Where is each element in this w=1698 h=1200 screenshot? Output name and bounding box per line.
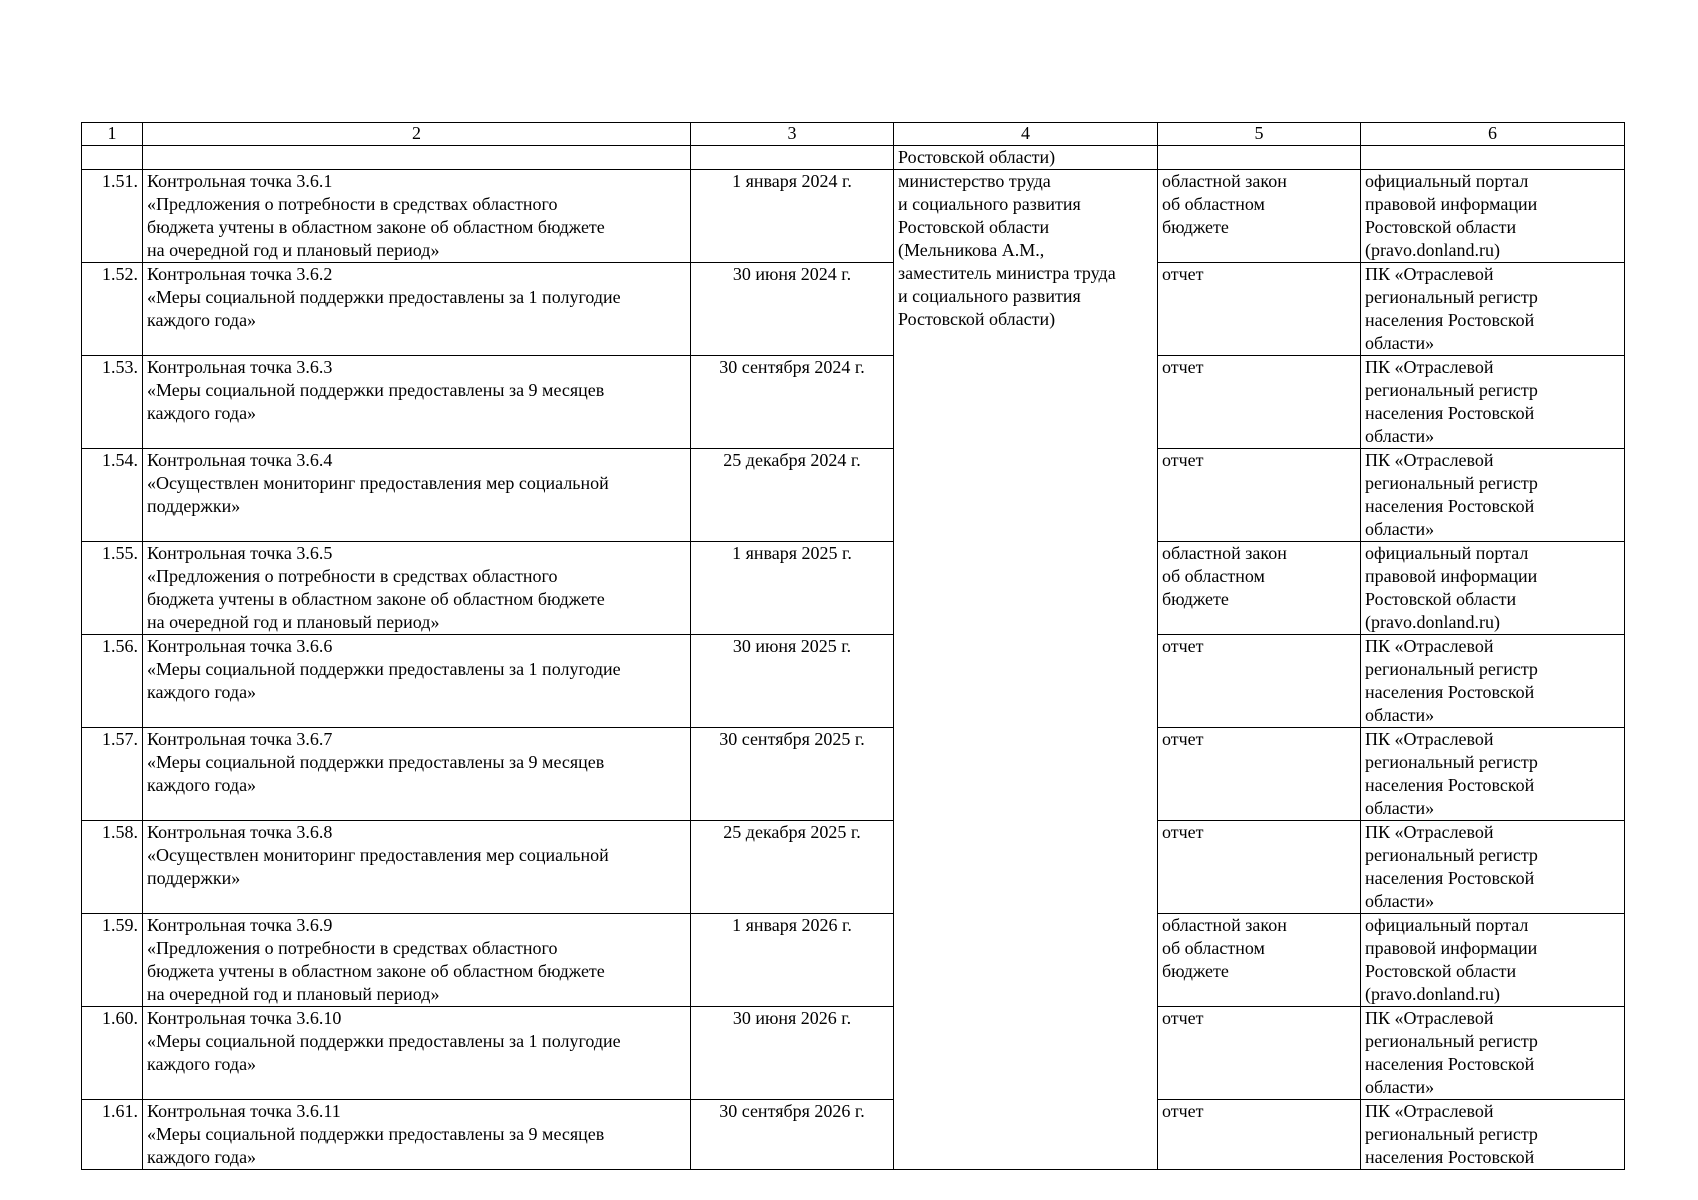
control-point-cell bbox=[143, 728, 691, 821]
control-point-title: Контрольная точка 3.6.7 bbox=[147, 729, 333, 749]
document-type-cell bbox=[1158, 542, 1361, 635]
due-date-cell: 30 июня 2026 г. bbox=[691, 1007, 894, 1100]
table-row bbox=[82, 170, 1625, 263]
control-point-description-line: бюджета учтены в областном законе об областном бюджете bbox=[147, 961, 605, 981]
control-point-title: Контрольная точка 3.6.2 bbox=[147, 264, 333, 284]
information-source-line: официальный портал bbox=[1365, 915, 1529, 935]
information-source-line: населения Ростовской bbox=[1365, 682, 1535, 702]
control-point-cell bbox=[143, 914, 691, 1007]
information-source-cell bbox=[1361, 356, 1625, 449]
due-date-cell: 1 января 2026 г. bbox=[691, 914, 894, 1007]
control-point-description-line: на очередной год и плановый период» bbox=[147, 240, 440, 260]
control-point-description-line: на очередной год и плановый период» bbox=[147, 984, 440, 1004]
control-point-description-line: «Предложения о потребности в средствах областного bbox=[147, 194, 558, 214]
column-number-header bbox=[82, 123, 1625, 146]
empty-cell bbox=[82, 146, 143, 170]
row-number-cell: 1.59. bbox=[82, 914, 143, 1007]
control-point-cell bbox=[143, 170, 691, 263]
information-source-cell bbox=[1361, 914, 1625, 1007]
due-date-cell: 25 декабря 2025 г. bbox=[691, 821, 894, 914]
control-point-description-line: «Меры социальной поддержки предоставлены за 9 месяцев bbox=[147, 752, 605, 772]
document-type-line: областной закон bbox=[1162, 543, 1287, 563]
control-point-description-line: «Предложения о потребности в средствах областного bbox=[147, 566, 558, 586]
information-source-cell bbox=[1361, 542, 1625, 635]
information-source-line: правовой информации bbox=[1365, 194, 1538, 214]
responsible-line: Ростовской области bbox=[898, 217, 1050, 237]
column-header: 6 bbox=[1361, 123, 1625, 146]
control-point-cell bbox=[143, 635, 691, 728]
control-point-description-line: «Меры социальной поддержки предоставлены за 9 месяцев bbox=[147, 380, 605, 400]
due-date-cell: 30 сентября 2026 г. bbox=[691, 1100, 894, 1170]
responsible-line: заместитель министра труда bbox=[898, 263, 1116, 283]
information-source-cell bbox=[1361, 1100, 1625, 1170]
empty-cell bbox=[691, 146, 894, 170]
control-point-description-line: «Меры социальной поддержки предоставлены за 1 полугодие bbox=[147, 1031, 621, 1051]
row-number-cell: 1.60. bbox=[82, 1007, 143, 1100]
control-point-description-line: поддержки» bbox=[147, 868, 241, 888]
table-row bbox=[82, 356, 1625, 449]
document-type-line: бюджете bbox=[1162, 589, 1229, 609]
control-point-description-line: «Осуществлен мониторинг предоставления мер социальной bbox=[147, 473, 609, 493]
information-source-line: правовой информации bbox=[1365, 566, 1538, 586]
document-type-cell bbox=[1158, 635, 1361, 728]
information-source-line: ПК «Отраслевой bbox=[1365, 1008, 1494, 1028]
control-point-title: Контрольная точка 3.6.4 bbox=[147, 450, 333, 470]
information-source-line: (pravo.donland.ru) bbox=[1365, 984, 1500, 1004]
due-date-cell: 30 июня 2025 г. bbox=[691, 635, 894, 728]
document-type-line: отчет bbox=[1162, 264, 1204, 284]
information-source-line: населения Ростовской bbox=[1365, 403, 1535, 423]
information-source-line: области» bbox=[1365, 333, 1435, 353]
information-source-cell bbox=[1361, 263, 1625, 356]
control-point-cell bbox=[143, 356, 691, 449]
document-type-cell bbox=[1158, 914, 1361, 1007]
empty-cell bbox=[1361, 146, 1625, 170]
table-row bbox=[82, 1100, 1625, 1170]
information-source-line: региональный регистр bbox=[1365, 659, 1538, 679]
document-type-cell bbox=[1158, 1100, 1361, 1170]
information-source-line: региональный регистр bbox=[1365, 752, 1538, 772]
information-source-line: Ростовской области bbox=[1365, 589, 1517, 609]
document-type-line: отчет bbox=[1162, 822, 1204, 842]
table-row bbox=[82, 1007, 1625, 1100]
control-point-title: Контрольная точка 3.6.3 bbox=[147, 357, 333, 377]
control-point-title: Контрольная точка 3.6.5 bbox=[147, 543, 333, 563]
information-source-cell bbox=[1361, 1007, 1625, 1100]
information-source-line: ПК «Отраслевой bbox=[1365, 729, 1494, 749]
information-source-cell bbox=[1361, 170, 1625, 263]
control-point-description-line: «Осуществлен мониторинг предоставления мер социальной bbox=[147, 845, 609, 865]
control-point-title: Контрольная точка 3.6.8 bbox=[147, 822, 333, 842]
responsible-line: и социального развития bbox=[898, 194, 1081, 214]
information-source-line: региональный регистр bbox=[1365, 1031, 1538, 1051]
information-source-line: области» bbox=[1365, 519, 1435, 539]
control-points-table bbox=[81, 122, 1625, 1170]
row-number-cell: 1.51. bbox=[82, 170, 143, 263]
information-source-line: населения Ростовской bbox=[1365, 868, 1535, 888]
column-header: 2 bbox=[143, 123, 691, 146]
information-source-line: Ростовской области bbox=[1365, 217, 1517, 237]
responsible-line: (Мельникова А.М., bbox=[898, 240, 1045, 260]
information-source-line: региональный регистр bbox=[1365, 287, 1538, 307]
document-type-cell bbox=[1158, 821, 1361, 914]
control-point-description-line: каждого года» bbox=[147, 775, 257, 795]
information-source-cell bbox=[1361, 635, 1625, 728]
responsible-line: и социального развития bbox=[898, 286, 1081, 306]
continuation-text: Ростовской области) bbox=[894, 146, 1158, 170]
document-type-cell bbox=[1158, 263, 1361, 356]
information-source-line: области» bbox=[1365, 891, 1435, 911]
information-source-line: населения Ростовской bbox=[1365, 1147, 1535, 1167]
empty-cell bbox=[1158, 146, 1361, 170]
control-point-title: Контрольная точка 3.6.1 bbox=[147, 171, 333, 191]
information-source-line: области» bbox=[1365, 426, 1435, 446]
document-type-line: отчет bbox=[1162, 636, 1204, 656]
information-source-line: (pravo.donland.ru) bbox=[1365, 612, 1500, 632]
information-source-line: ПК «Отраслевой bbox=[1365, 264, 1494, 284]
control-point-title: Контрольная точка 3.6.10 bbox=[147, 1008, 342, 1028]
information-source-line: населения Ростовской bbox=[1365, 775, 1535, 795]
document-type-line: об областном bbox=[1162, 566, 1265, 586]
document-type-line: областной закон bbox=[1162, 915, 1287, 935]
document-type-line: областной закон bbox=[1162, 171, 1287, 191]
control-point-description-line: «Меры социальной поддержки предоставлены за 1 полугодие bbox=[147, 659, 621, 679]
table-row bbox=[82, 449, 1625, 542]
document-type-cell bbox=[1158, 728, 1361, 821]
column-header: 4 bbox=[894, 123, 1158, 146]
continuation-row bbox=[82, 146, 1625, 170]
control-point-description-line: «Меры социальной поддержки предоставлены за 1 полугодие bbox=[147, 287, 621, 307]
information-source-cell bbox=[1361, 821, 1625, 914]
document-type-cell bbox=[1158, 449, 1361, 542]
information-source-line: Ростовской области bbox=[1365, 961, 1517, 981]
information-source-line: региональный регистр bbox=[1365, 1124, 1538, 1144]
document-type-cell bbox=[1158, 356, 1361, 449]
control-point-description-line: каждого года» bbox=[147, 403, 257, 423]
control-point-description-line: каждого года» bbox=[147, 1147, 257, 1167]
document-type-cell bbox=[1158, 170, 1361, 263]
information-source-line: ПК «Отраслевой bbox=[1365, 636, 1494, 656]
due-date-cell: 30 июня 2024 г. bbox=[691, 263, 894, 356]
due-date-cell: 25 декабря 2024 г. bbox=[691, 449, 894, 542]
control-point-description-line: каждого года» bbox=[147, 310, 257, 330]
information-source-line: области» bbox=[1365, 705, 1435, 725]
table-row bbox=[82, 542, 1625, 635]
information-source-line: населения Ростовской bbox=[1365, 1054, 1535, 1074]
information-source-line: официальный портал bbox=[1365, 171, 1529, 191]
information-source-line: населения Ростовской bbox=[1365, 496, 1535, 516]
information-source-line: (pravo.donland.ru) bbox=[1365, 240, 1500, 260]
row-number-cell: 1.61. bbox=[82, 1100, 143, 1170]
row-number-cell: 1.57. bbox=[82, 728, 143, 821]
control-point-cell bbox=[143, 263, 691, 356]
document-type-line: отчет bbox=[1162, 729, 1204, 749]
empty-cell bbox=[143, 146, 691, 170]
document-type-line: отчет bbox=[1162, 1101, 1204, 1121]
information-source-line: ПК «Отраслевой bbox=[1365, 357, 1494, 377]
control-point-description-line: бюджета учтены в областном законе об областном бюджете bbox=[147, 589, 605, 609]
table-row bbox=[82, 263, 1625, 356]
control-point-title: Контрольная точка 3.6.11 bbox=[147, 1101, 341, 1121]
column-header: 1 bbox=[82, 123, 143, 146]
information-source-line: ПК «Отраслевой bbox=[1365, 822, 1494, 842]
information-source-line: ПК «Отраслевой bbox=[1365, 450, 1494, 470]
information-source-line: региональный регистр bbox=[1365, 473, 1538, 493]
control-point-description-line: «Меры социальной поддержки предоставлены за 9 месяцев bbox=[147, 1124, 605, 1144]
due-date-cell: 30 сентября 2025 г. bbox=[691, 728, 894, 821]
document-type-line: об областном bbox=[1162, 938, 1265, 958]
information-source-line: региональный регистр bbox=[1365, 380, 1538, 400]
control-point-description-line: поддержки» bbox=[147, 496, 241, 516]
document-type-line: отчет bbox=[1162, 357, 1204, 377]
column-header: 3 bbox=[691, 123, 894, 146]
table-row bbox=[82, 635, 1625, 728]
document-type-line: отчет bbox=[1162, 1008, 1204, 1028]
responsible-line: Ростовской области) bbox=[898, 309, 1056, 329]
control-point-title: Контрольная точка 3.6.9 bbox=[147, 915, 333, 935]
row-number-cell: 1.53. bbox=[82, 356, 143, 449]
column-header: 5 bbox=[1158, 123, 1361, 146]
document-type-line: отчет bbox=[1162, 450, 1204, 470]
document-type-line: бюджете bbox=[1162, 961, 1229, 981]
table-row bbox=[82, 728, 1625, 821]
information-source-line: населения Ростовской bbox=[1365, 310, 1535, 330]
document-type-cell bbox=[1158, 1007, 1361, 1100]
control-point-cell bbox=[143, 542, 691, 635]
information-source-cell bbox=[1361, 728, 1625, 821]
row-number-cell: 1.55. bbox=[82, 542, 143, 635]
table-row bbox=[82, 914, 1625, 1007]
information-source-line: правовой информации bbox=[1365, 938, 1538, 958]
document-type-line: бюджете bbox=[1162, 217, 1229, 237]
responsible-executor-cell bbox=[894, 170, 1158, 1170]
responsible-line: министерство труда bbox=[898, 171, 1051, 191]
control-point-description-line: «Предложения о потребности в средствах областного bbox=[147, 938, 558, 958]
control-point-cell bbox=[143, 449, 691, 542]
row-number-cell: 1.52. bbox=[82, 263, 143, 356]
control-point-cell bbox=[143, 821, 691, 914]
due-date-cell: 1 января 2025 г. bbox=[691, 542, 894, 635]
information-source-line: области» bbox=[1365, 1077, 1435, 1097]
information-source-line: официальный портал bbox=[1365, 543, 1529, 563]
information-source-line: региональный регистр bbox=[1365, 845, 1538, 865]
table-row bbox=[82, 821, 1625, 914]
information-source-line: области» bbox=[1365, 798, 1435, 818]
due-date-cell: 30 сентября 2024 г. bbox=[691, 356, 894, 449]
row-number-cell: 1.54. bbox=[82, 449, 143, 542]
row-number-cell: 1.58. bbox=[82, 821, 143, 914]
information-source-cell bbox=[1361, 449, 1625, 542]
row-number-cell: 1.56. bbox=[82, 635, 143, 728]
control-point-title: Контрольная точка 3.6.6 bbox=[147, 636, 333, 656]
control-point-cell bbox=[143, 1007, 691, 1100]
information-source-line: ПК «Отраслевой bbox=[1365, 1101, 1494, 1121]
control-point-cell bbox=[143, 1100, 691, 1170]
control-point-description-line: бюджета учтены в областном законе об областном бюджете bbox=[147, 217, 605, 237]
control-point-description-line: каждого года» bbox=[147, 1054, 257, 1074]
control-point-description-line: на очередной год и плановый период» bbox=[147, 612, 440, 632]
control-point-description-line: каждого года» bbox=[147, 682, 257, 702]
due-date-cell: 1 января 2024 г. bbox=[691, 170, 894, 263]
document-type-line: об областном bbox=[1162, 194, 1265, 214]
